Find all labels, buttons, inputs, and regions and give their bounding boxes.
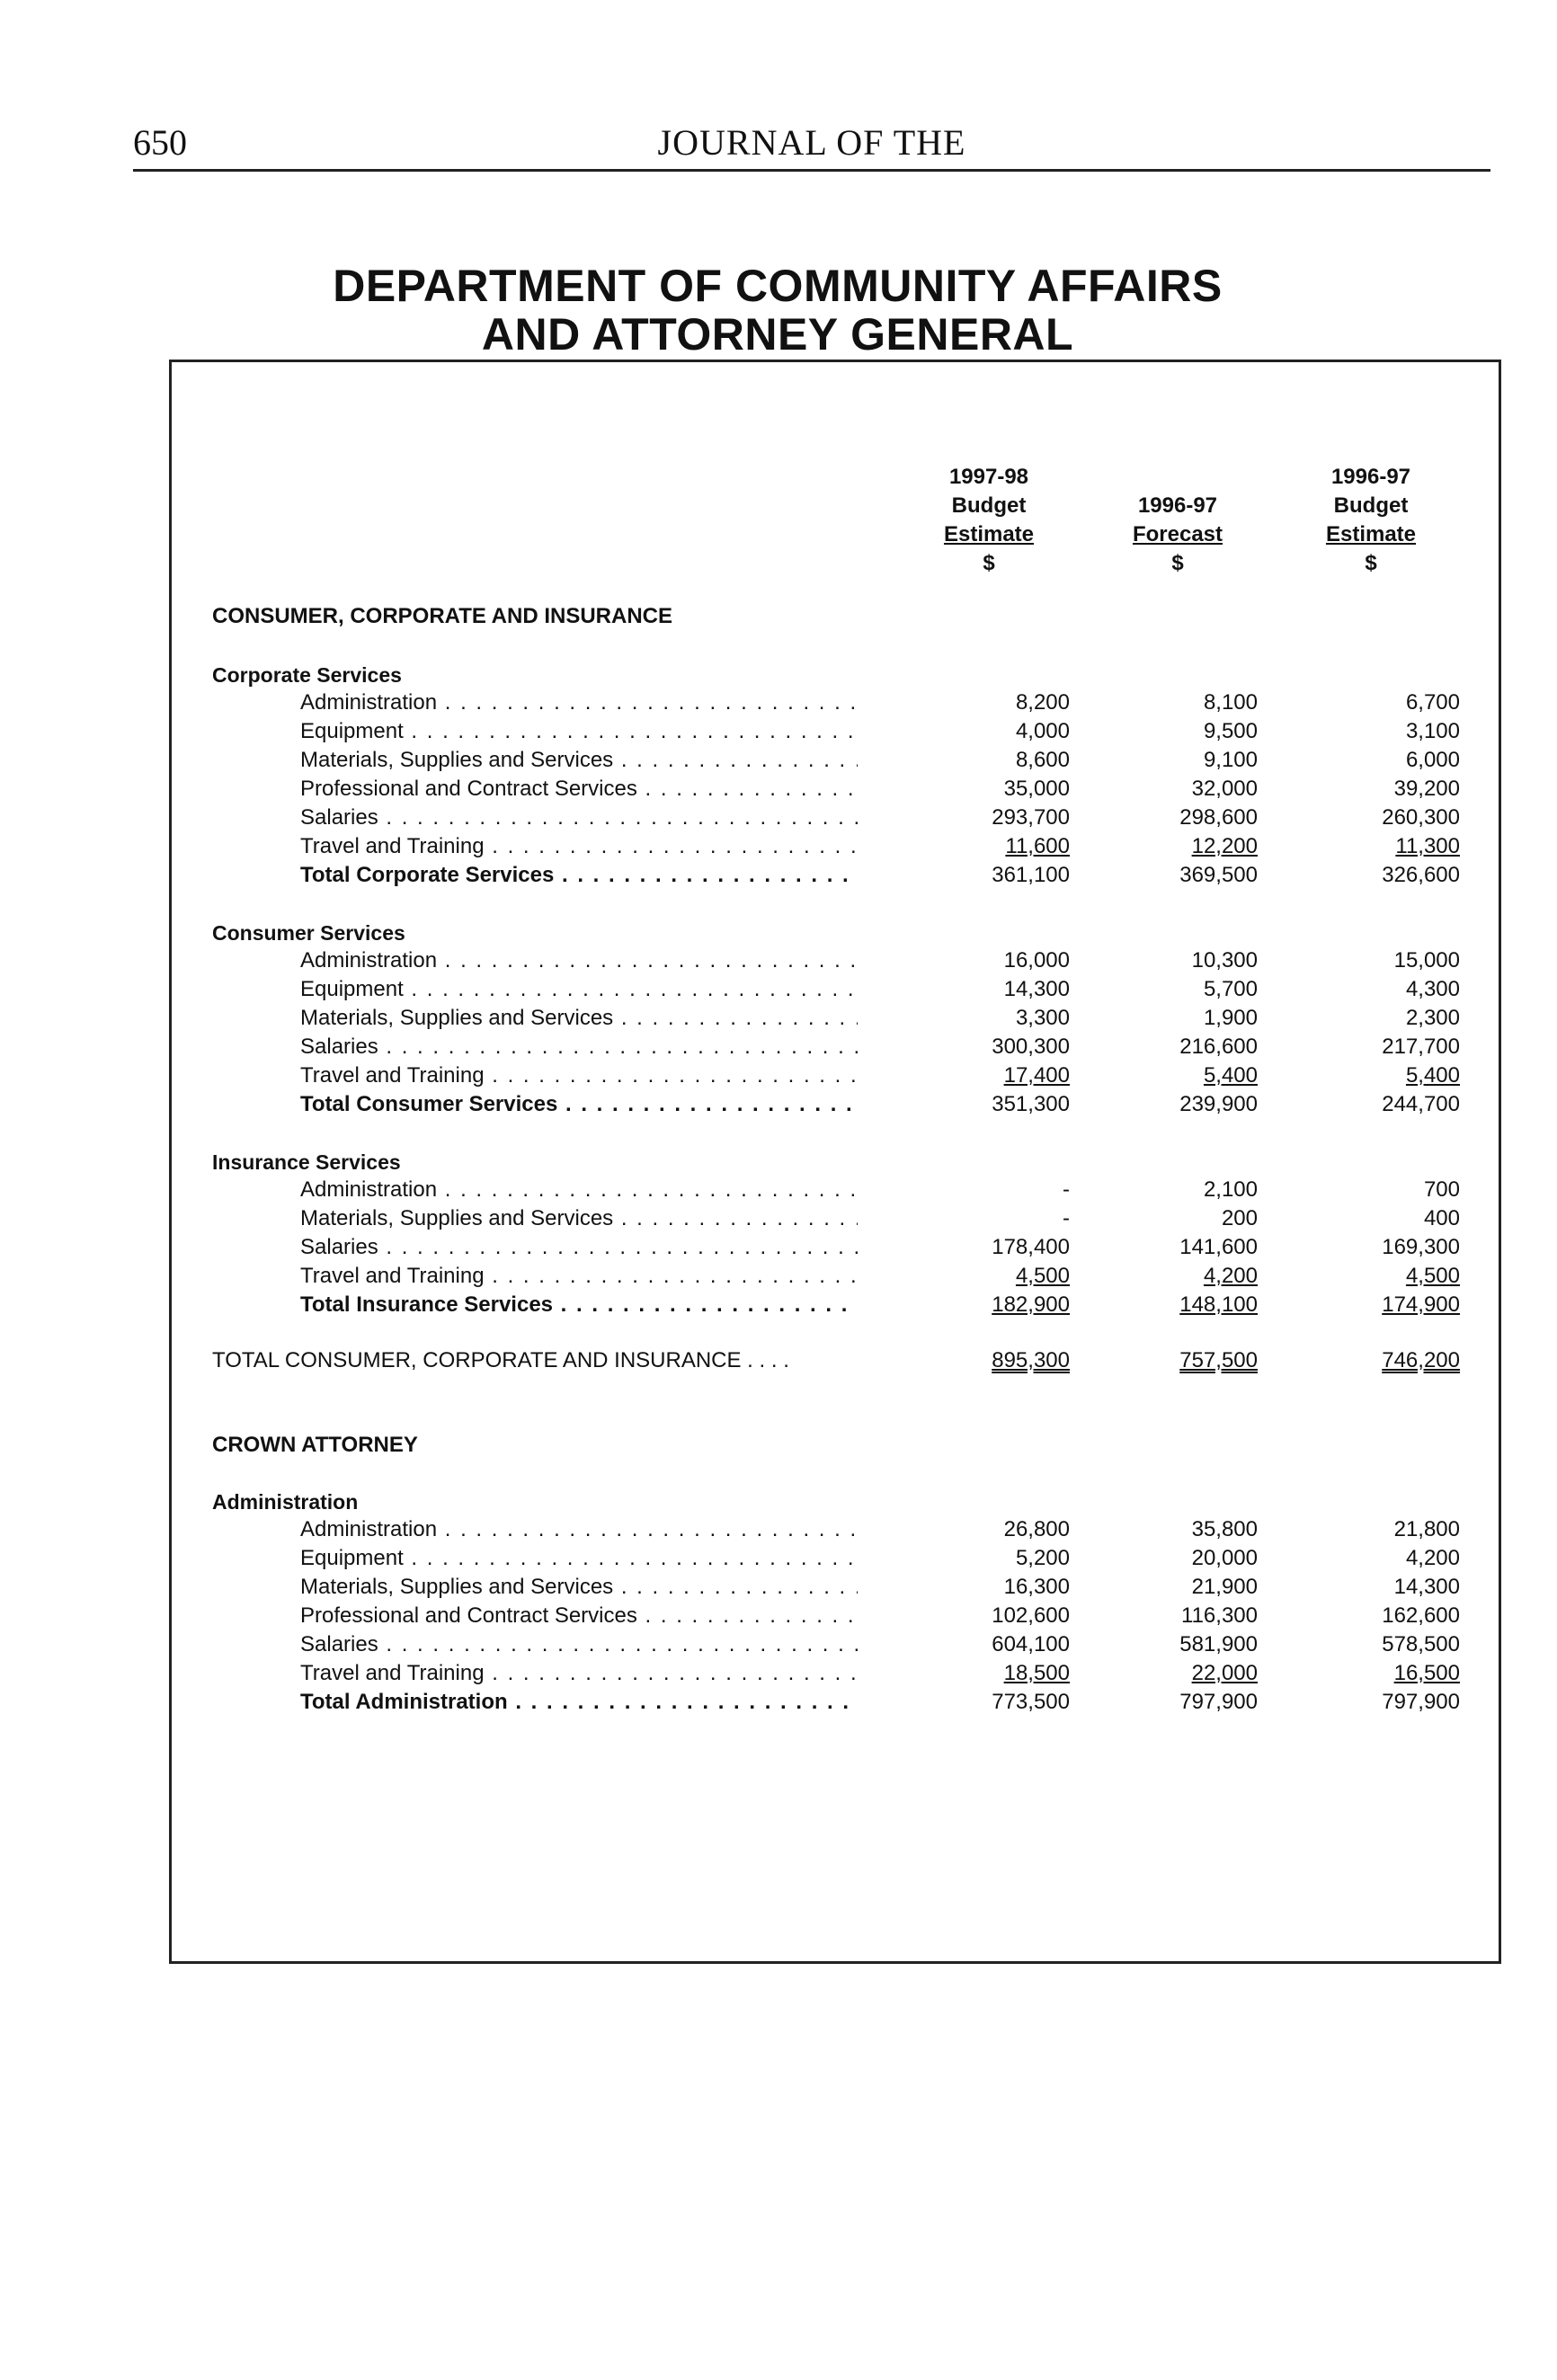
value-1997-98: 11,600 xyxy=(1005,834,1070,858)
value-1997-98: 35,000 xyxy=(1003,777,1070,801)
department-title-line2: AND ATTORNEY GENERAL xyxy=(481,309,1074,360)
value-forecast: 22,000 xyxy=(1191,1661,1258,1685)
row-label: Materials, Supplies and Services . . . xyxy=(300,1575,858,1600)
journal-title: JOURNAL OF THE xyxy=(657,122,966,163)
row-label: Total Corporate Services . . . xyxy=(300,863,858,888)
table-row xyxy=(300,1235,1460,1264)
value-1997-98: 17,400 xyxy=(1003,1063,1070,1088)
table-row xyxy=(300,1035,1460,1063)
column-header-unit: $ xyxy=(983,551,995,575)
value-1996-97: 700 xyxy=(1423,1177,1460,1202)
value-1996-97: 11,300 xyxy=(1395,834,1460,858)
row-label: Travel and Training . . . xyxy=(300,1661,858,1686)
table-row xyxy=(300,1661,1460,1690)
column-header-line xyxy=(1079,463,1277,492)
value-1996-97: 15,000 xyxy=(1393,948,1460,972)
value-1997-98: 293,700 xyxy=(992,805,1070,830)
value-1996-97: 746,200 xyxy=(1382,1348,1460,1372)
value-1996-97: 169,300 xyxy=(1382,1235,1460,1259)
value-forecast: 2,100 xyxy=(1203,1177,1258,1202)
column-header-unit: $ xyxy=(1171,551,1184,575)
table-row-total xyxy=(300,863,1460,892)
table-row xyxy=(300,1177,1460,1206)
value-forecast: 4,200 xyxy=(1203,1264,1258,1288)
value-1996-97: 244,700 xyxy=(1382,1092,1460,1116)
table-row xyxy=(300,1603,1460,1632)
table-row xyxy=(300,977,1460,1006)
row-label: Travel and Training . . . xyxy=(300,1063,858,1088)
value-1996-97: 39,200 xyxy=(1393,777,1460,801)
row-label: Materials, Supplies and Services . . . xyxy=(300,1206,858,1231)
row-label: Administration . . . xyxy=(300,1517,858,1542)
value-forecast: 21,900 xyxy=(1191,1575,1258,1599)
column-header-unit: $ xyxy=(1365,551,1377,575)
table-row xyxy=(300,777,1460,805)
value-1996-97: 14,300 xyxy=(1393,1575,1460,1599)
value-1996-97: 16,500 xyxy=(1393,1661,1460,1685)
value-1996-97: 578,500 xyxy=(1382,1632,1460,1656)
value-1997-98: 8,200 xyxy=(1015,690,1070,715)
value-forecast: 298,600 xyxy=(1179,805,1258,830)
table-row xyxy=(300,1063,1460,1092)
value-1997-98: - xyxy=(1063,1206,1070,1230)
table-row xyxy=(300,719,1460,748)
value-forecast: 35,800 xyxy=(1191,1517,1258,1541)
value-1996-97: 2,300 xyxy=(1405,1006,1460,1030)
grand-total-label: TOTAL CONSUMER, CORPORATE AND INSURANCE . . . . xyxy=(212,1348,789,1372)
section-title-consumer: CONSUMER, CORPORATE AND INSURANCE xyxy=(212,604,673,628)
value-forecast: 200 xyxy=(1221,1206,1258,1230)
value-forecast: 148,100 xyxy=(1179,1292,1258,1317)
value-forecast: 216,600 xyxy=(1179,1035,1258,1059)
value-1997-98: 16,000 xyxy=(1003,948,1070,972)
column-header-line: Budget xyxy=(1333,493,1409,518)
row-label: Travel and Training . . . xyxy=(300,1264,858,1289)
value-forecast: 1,900 xyxy=(1203,1006,1258,1030)
value-forecast: 141,600 xyxy=(1179,1235,1258,1259)
row-label: Equipment . . . xyxy=(300,719,858,744)
table-row xyxy=(300,805,1460,834)
row-label: Total Consumer Services . . . xyxy=(300,1092,858,1117)
group-title-consumer-services: Consumer Services xyxy=(212,921,405,945)
value-forecast: 369,500 xyxy=(1179,863,1258,887)
value-forecast: 10,300 xyxy=(1191,948,1258,972)
value-forecast: 9,100 xyxy=(1203,748,1258,772)
value-1996-97: 217,700 xyxy=(1382,1035,1460,1059)
value-forecast: 8,100 xyxy=(1203,690,1258,715)
table-row xyxy=(300,1575,1460,1603)
value-1997-98: 14,300 xyxy=(1003,977,1070,1001)
value-1997-98: 182,900 xyxy=(992,1292,1070,1317)
row-label: Professional and Contract Services . . . xyxy=(300,1603,858,1629)
value-1996-97: 326,600 xyxy=(1382,863,1460,887)
table-row xyxy=(300,748,1460,777)
value-forecast: 239,900 xyxy=(1179,1092,1258,1116)
row-label: Administration . . . xyxy=(300,690,858,715)
value-forecast: 757,500 xyxy=(1179,1348,1258,1372)
value-1996-97: 3,100 xyxy=(1405,719,1460,743)
column-header-1997-98-budget-estimate xyxy=(890,463,1088,578)
column-header-1996-97-forecast xyxy=(1079,463,1277,578)
value-1997-98: 26,800 xyxy=(1003,1517,1070,1541)
value-1997-98: 18,500 xyxy=(1003,1661,1070,1685)
group-title-insurance-services: Insurance Services xyxy=(212,1150,401,1174)
column-header-1996-97-budget-estimate xyxy=(1272,463,1470,578)
row-label: Equipment . . . xyxy=(300,1546,858,1571)
value-1997-98: 5,200 xyxy=(1015,1546,1070,1570)
value-1996-97: 797,900 xyxy=(1382,1690,1460,1714)
value-forecast: 116,300 xyxy=(1181,1603,1258,1628)
value-forecast: 9,500 xyxy=(1203,719,1258,743)
value-forecast: 32,000 xyxy=(1191,777,1258,801)
value-1997-98: 102,600 xyxy=(992,1603,1070,1628)
value-forecast: 5,700 xyxy=(1203,977,1258,1001)
value-1997-98: 3,300 xyxy=(1015,1006,1070,1030)
row-label: Salaries . . . xyxy=(300,1632,858,1657)
table-row xyxy=(300,834,1460,863)
table-row xyxy=(300,1206,1460,1235)
row-label: Salaries . . . xyxy=(300,1235,858,1260)
value-1997-98: 604,100 xyxy=(992,1632,1070,1656)
row-label: Travel and Training . . . xyxy=(300,834,858,859)
value-1997-98: 361,100 xyxy=(992,863,1070,887)
value-1997-98: 8,600 xyxy=(1015,748,1070,772)
table-row xyxy=(300,948,1460,977)
value-1996-97: 6,700 xyxy=(1405,690,1460,715)
row-label: Equipment . . . xyxy=(300,977,858,1002)
row-label: Salaries . . . xyxy=(300,805,858,830)
group-title-corporate-services: Corporate Services xyxy=(212,663,402,687)
value-1996-97: 4,500 xyxy=(1405,1264,1460,1288)
table-row-total xyxy=(300,1092,1460,1121)
column-header-line: Forecast xyxy=(1132,522,1223,546)
group-title-administration: Administration xyxy=(212,1490,359,1514)
row-label: Materials, Supplies and Services . . . xyxy=(300,748,858,773)
row-label: Total Administration . . . xyxy=(300,1690,858,1715)
table-row xyxy=(300,1006,1460,1035)
value-forecast: 12,200 xyxy=(1191,834,1258,858)
table-row-total xyxy=(300,1292,1460,1321)
value-1996-97: 4,200 xyxy=(1405,1546,1460,1570)
row-label: Materials, Supplies and Services . . . xyxy=(300,1006,858,1031)
value-1997-98: - xyxy=(1063,1177,1070,1202)
department-title-line1: DEPARTMENT OF COMMUNITY AFFAIRS xyxy=(333,261,1223,311)
table-row xyxy=(300,1632,1460,1661)
value-1996-97: 174,900 xyxy=(1382,1292,1460,1317)
value-1997-98: 4,000 xyxy=(1015,719,1070,743)
column-header-line: 1996-97 xyxy=(1330,465,1411,489)
value-1996-97: 21,800 xyxy=(1393,1517,1460,1541)
row-label: Professional and Contract Services . . . xyxy=(300,777,858,802)
table-row-grand-total xyxy=(212,1348,1460,1377)
value-forecast: 5,400 xyxy=(1203,1063,1258,1088)
value-1997-98: 4,500 xyxy=(1015,1264,1070,1288)
table-row xyxy=(300,1264,1460,1292)
table-row xyxy=(300,1546,1460,1575)
column-header-line: 1997-98 xyxy=(948,465,1029,489)
value-1996-97: 6,000 xyxy=(1405,748,1460,772)
table-row-total xyxy=(300,1690,1460,1718)
table-row xyxy=(300,690,1460,719)
value-1996-97: 162,600 xyxy=(1382,1603,1460,1628)
value-1996-97: 5,400 xyxy=(1405,1063,1460,1088)
section-title-crown-attorney: CROWN ATTORNEY xyxy=(212,1433,418,1457)
value-1997-98: 895,300 xyxy=(992,1348,1070,1372)
value-1997-98: 16,300 xyxy=(1003,1575,1070,1599)
value-1997-98: 300,300 xyxy=(992,1035,1070,1059)
column-header-line: Estimate xyxy=(943,522,1035,546)
value-1996-97: 400 xyxy=(1423,1206,1460,1230)
value-1996-97: 4,300 xyxy=(1405,977,1460,1001)
value-forecast: 581,900 xyxy=(1179,1632,1258,1656)
page-number: 650 xyxy=(133,122,187,163)
value-forecast: 797,900 xyxy=(1179,1690,1258,1714)
column-header-line: 1996-97 xyxy=(1137,493,1218,518)
row-label: Salaries . . . xyxy=(300,1035,858,1060)
page-header xyxy=(133,115,1490,172)
row-label: Administration . . . xyxy=(300,1177,858,1203)
value-1997-98: 178,400 xyxy=(992,1235,1070,1259)
value-1997-98: 773,500 xyxy=(992,1690,1070,1714)
value-forecast: 20,000 xyxy=(1191,1546,1258,1570)
row-label: Administration . . . xyxy=(300,948,858,973)
value-1997-98: 351,300 xyxy=(992,1092,1070,1116)
table-row xyxy=(300,1517,1460,1546)
row-label: Total Insurance Services . . . xyxy=(300,1292,858,1318)
column-header-line: Budget xyxy=(951,493,1027,518)
value-1996-97: 260,300 xyxy=(1382,805,1460,830)
column-header-line: Estimate xyxy=(1325,522,1417,546)
